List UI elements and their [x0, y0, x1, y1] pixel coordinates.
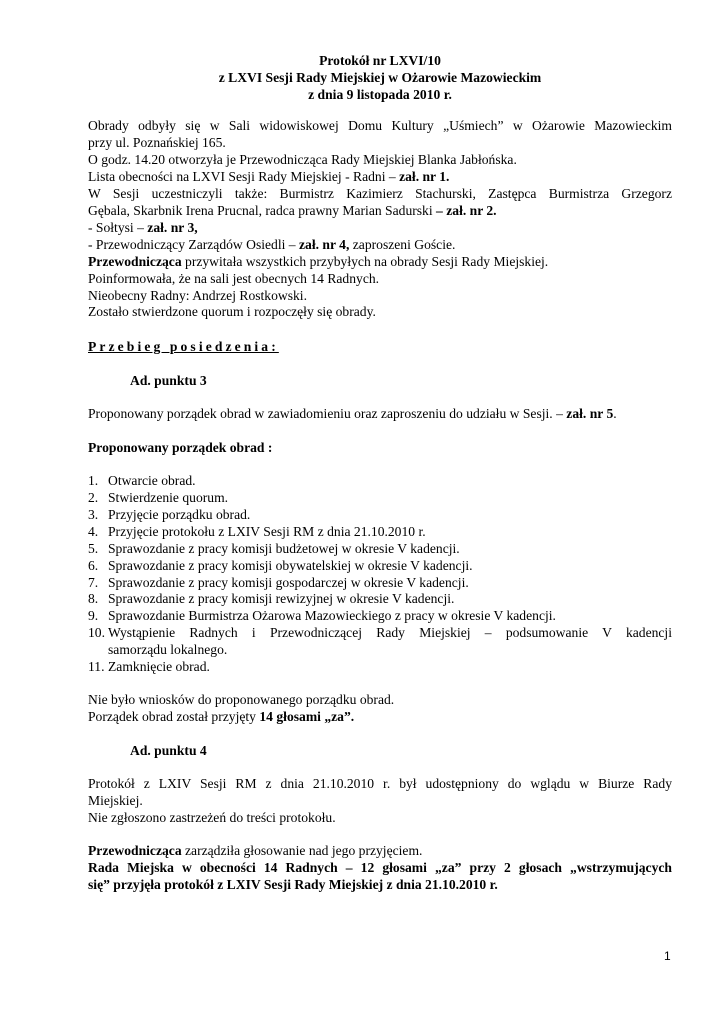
- ad4-line-3: Nie zgłoszono zastrzeżeń do treści protokołu.: [88, 810, 336, 825]
- agenda-item-number: 3.: [88, 507, 99, 522]
- agenda-item-text: Sprawozdanie z pracy komisji budżetowej w okresie V kadencji.: [108, 541, 460, 556]
- agenda-item-number: 4.: [88, 524, 99, 539]
- agenda-item-text: Sprawozdanie z pracy komisji gospodarczej w okresie V kadencji.: [108, 575, 469, 590]
- agenda-item-number: 5.: [88, 541, 99, 556]
- agenda-item-text: Sprawozdanie Burmistrza Ożarowa Mazowieckiego z pracy w okresie V kadencji.: [108, 608, 556, 623]
- intro-line-9: [88, 254, 672, 271]
- attachment-4-ref: zał. nr 4,: [299, 237, 350, 252]
- agenda-item-text: Wystąpienie Radnych i Przewodniczącej Rady Miejskiej – podsumowanie V kadencji: [108, 625, 672, 640]
- agenda-item-number: 11.: [88, 659, 105, 674]
- ad4-line-4: [88, 843, 672, 860]
- ad4-heading: Ad. punktu 4: [130, 743, 207, 758]
- attachment-5-ref: zał. nr 5: [566, 406, 614, 421]
- agenda-item-number: 7.: [88, 575, 99, 590]
- agenda-accepted-text: Porządek obrad został przyjęty: [88, 709, 260, 724]
- agenda-item-number: 6.: [88, 558, 99, 573]
- agenda-item-number: 2.: [88, 490, 99, 505]
- chairwoman-label: Przewodnicząca: [88, 843, 182, 858]
- agenda-item-number: 8.: [88, 591, 99, 606]
- ad3-text: [88, 406, 672, 423]
- intro-line-6: [88, 203, 672, 220]
- intro-line-4: [88, 169, 672, 186]
- section-heading-text: Przebieg posiedzenia:: [88, 339, 279, 354]
- agenda-item-text-continued: samorządu lokalnego.: [108, 642, 228, 657]
- ad4-resolution-line-1: Rada Miejska w obecności 14 Radnych – 12 głosami „za” przy 2 głosach „wstrzymujących: [88, 860, 672, 875]
- welcome-text: przywitała wszystkich przybyłych na obrady Sesji Rady Miejskiej.: [181, 254, 549, 269]
- agenda-accepted-line: [88, 709, 672, 726]
- title-line-1: Protokół nr LXVI/10: [319, 53, 441, 68]
- intro-line-8: [88, 237, 672, 254]
- ad4-resolution-line-2: się” przyjęła protokół z LXIV Sesji Rady Miejskiej z dnia 21.10.2010 r.: [88, 877, 498, 892]
- intro-line-3: O godz. 14.20 otworzyła je Przewodnicząca Rady Miejskiej Blanka Jabłońska.: [88, 152, 517, 167]
- ad3-heading: Ad. punktu 3: [130, 373, 207, 388]
- ad4-line-1: Protokół z LXIV Sesji RM z dnia 21.10.2010 r. był udostępniony do wglądu w Biurze Rady: [88, 776, 672, 791]
- attachment-1-ref: zał. nr 1.: [399, 169, 450, 184]
- attendance-text: Lista obecności na LXVI Sesji Rady Miejskiej - Radni –: [88, 169, 400, 184]
- intro-line-1: Obrady odbyły się w Sali widowiskowej Domu Kultury „Uśmiech” w Ożarowie Mazowieckim: [88, 118, 672, 133]
- agenda-item-text: Stwierdzenie quorum.: [108, 490, 229, 505]
- no-motions-line: Nie było wniosków do proponowanego porządku obrad.: [88, 692, 395, 707]
- agenda-item-text: Sprawozdanie z pracy komisji rewizyjnej w okresie V kadencji.: [108, 591, 455, 606]
- ad3-tail: .: [613, 406, 617, 421]
- agenda-item-number: 1.: [88, 473, 99, 488]
- ad4-line-2: Miejskiej.: [88, 793, 143, 808]
- intro-line-10: Poinformowała, że na sali jest obecnych 14 Radnych.: [88, 271, 380, 286]
- title-line-2: z LXVI Sesji Rady Miejskiej w Ożarowie Mazowieckim: [218, 69, 542, 85]
- guests-text: zaproszeni Goście.: [349, 237, 456, 252]
- section-heading: [88, 339, 672, 356]
- ad3-body: Proponowany porządek obrad w zawiadomieniu oraz zaproszeniu do udziału w Sesji. –: [88, 406, 567, 421]
- agenda-item-text: Przyjęcie protokołu z LXIV Sesji RM z dnia 21.10.2010 r.: [108, 524, 426, 539]
- participants-text: Gębala, Skarbnik Irena Prucnal, radca prawny Marian Sadurski: [88, 203, 433, 218]
- agenda-item-number: 9.: [88, 608, 99, 623]
- title-line-3: z dnia 9 listopada 2010 r.: [308, 86, 452, 102]
- chairwoman-label: Przewodnicząca: [88, 254, 182, 269]
- agenda-item-text: Zamknięcie obrad.: [108, 659, 210, 674]
- agenda-vote-result: 14 głosami „za”.: [259, 709, 355, 724]
- intro-line-12: Zostało stwierdzone quorum i rozpoczęły się obrady.: [88, 304, 376, 319]
- intro-line-5: W Sesji uczestniczyli także: Burmistrz Kazimierz Stachurski, Zastępca Burmistrza Grzegorz: [88, 186, 672, 201]
- agenda-heading: Proponowany porządek obrad :: [88, 440, 273, 455]
- agenda-item-text: Przyjęcie porządku obrad.: [108, 507, 251, 522]
- intro-line-11: Nieobecny Radny: Andrzej Rostkowski.: [88, 288, 307, 303]
- attachment-3-ref: zał. nr 3,: [147, 220, 198, 235]
- intro-line-2: przy ul. Poznańskiej 165.: [88, 135, 226, 150]
- osiedla-text: - Przewodniczący Zarządów Osiedli –: [88, 237, 299, 252]
- vote-order-text: zarządziła głosowanie nad jego przyjęciem.: [181, 843, 423, 858]
- intro-line-7: [88, 220, 672, 237]
- agenda-item-text: Otwarcie obrad.: [108, 473, 196, 488]
- page-number: 1: [664, 949, 671, 963]
- document-title: [88, 53, 672, 103]
- agenda-item-number: 10.: [88, 625, 105, 640]
- agenda-item-text: Sprawozdanie z pracy komisji obywatelskiej w okresie V kadencji.: [108, 558, 473, 573]
- soltysi-text: - Sołtysi –: [88, 220, 148, 235]
- attachment-2-ref: – zał. nr 2.: [432, 203, 497, 218]
